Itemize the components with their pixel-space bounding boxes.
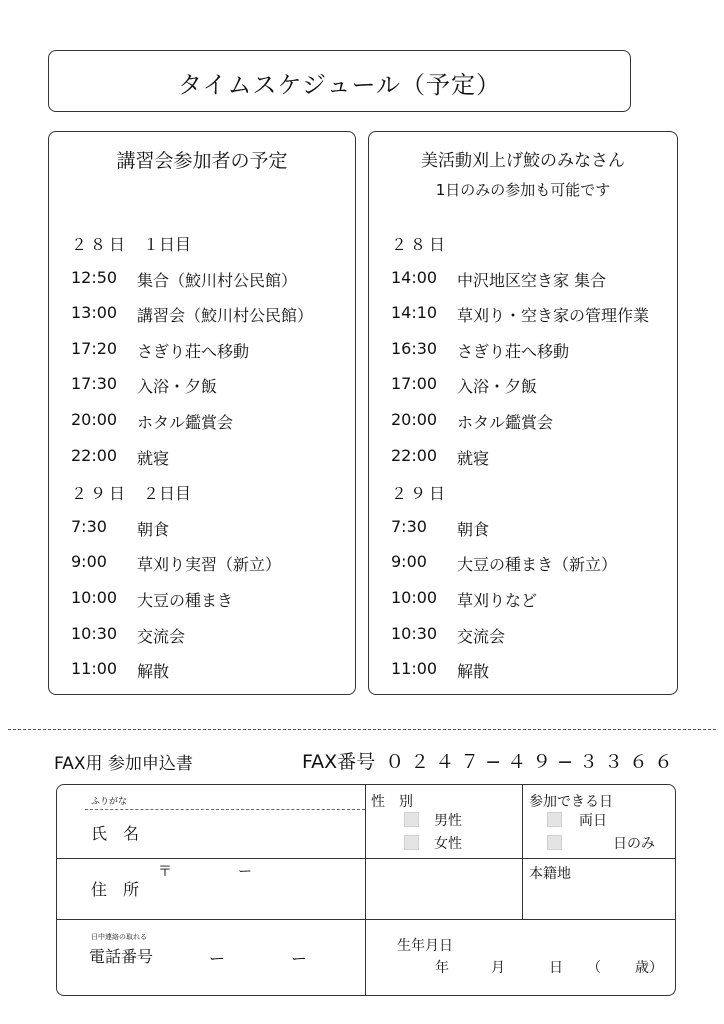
schedule-time: 9:00 (71, 552, 107, 572)
schedule-event: ホタル鑑賞会 (137, 413, 234, 432)
schedule-time: 17:20 (71, 338, 118, 358)
birthdate-field[interactable] (397, 955, 667, 979)
schedule-time: 20:00 (71, 410, 118, 429)
schedule-event: 中沢地区空き家 集合 (457, 270, 607, 290)
schedule-event: ホタル鑑賞会 (457, 413, 554, 432)
male-checkbox[interactable] (404, 812, 419, 827)
divider (57, 919, 675, 920)
postal-mark: 〒 (158, 864, 172, 880)
application-form (56, 784, 676, 996)
phone-field[interactable] (177, 941, 357, 971)
schedule-event: 大豆の種まき (137, 591, 234, 610)
form-heading: FAX用 参加申込書 (54, 754, 193, 774)
schedule-event: 朝食 (137, 519, 170, 539)
schedule-event: ２日目 (143, 484, 192, 504)
schedule-event: 交流会 (137, 626, 186, 646)
schedule-event: 草刈り実習（新立） (137, 555, 282, 575)
phone-label: 電話番号 (89, 947, 154, 966)
divider (522, 785, 523, 919)
one-day-label: 日のみ (613, 836, 655, 852)
schedule-event: 講習会（鮫川村公民館） (137, 306, 314, 326)
title-box (48, 50, 631, 112)
schedule-event: 解散 (457, 662, 490, 682)
page-title: タイムスケジュール（予定） (177, 71, 502, 99)
schedule-time: 16:30 (391, 338, 438, 358)
schedule-time: 7:30 (391, 516, 427, 536)
cut-line (8, 729, 716, 730)
divider (365, 919, 366, 995)
schedule-time: 20:00 (391, 410, 438, 429)
schedule-event: 就寝 (137, 448, 170, 468)
schedule-event: 入浴・夕飯 (137, 377, 218, 397)
schedule-event: さぎり荘へ移動 (457, 341, 570, 361)
address-label: 住 所 (91, 880, 140, 899)
group-schedule-heading: 美活動刈上げ鮫のみなさん (421, 151, 625, 171)
schedule-time: 12:50 (71, 267, 118, 287)
attendance-label: 参加できる日 (529, 794, 613, 810)
gender-label: 性 別 (371, 794, 413, 810)
postal-dash: ー (238, 864, 252, 880)
divider (57, 858, 675, 859)
schedule-event: １日目 (143, 235, 192, 254)
one-day-checkbox[interactable] (547, 835, 562, 850)
schedule-time: 10:30 (71, 623, 118, 643)
schedule-event: 草刈り・空き家の管理作業 (457, 306, 650, 326)
month-label: 月 (491, 960, 505, 976)
name-field[interactable] (167, 813, 357, 849)
age-open-paren: （ (587, 960, 601, 976)
both-days-label: 両日 (579, 813, 607, 829)
schedule-time: 10:30 (391, 623, 438, 643)
schedule-time: 13:00 (71, 303, 118, 323)
divider (85, 809, 365, 810)
schedule-event: 入浴・夕飯 (457, 377, 538, 397)
schedule-time: 10:00 (391, 588, 438, 607)
year-label: 年 (435, 960, 449, 976)
schedule-event: さぎり荘へ移動 (137, 341, 250, 361)
phone-dash: ー (209, 949, 226, 968)
honseki-label: 本籍地 (529, 866, 571, 882)
schedule-time: 7:30 (71, 516, 107, 536)
group-schedule-subheading: 1日のみの参加も可能です (435, 181, 611, 199)
schedule-time: ２９日 (391, 484, 449, 504)
schedule-event: 就寝 (457, 448, 490, 468)
participant-schedule-heading: 講習会参加者の予定 (116, 150, 288, 172)
schedule-event: 草刈りなど (457, 591, 538, 610)
both-days-checkbox[interactable] (547, 812, 562, 827)
schedule-event: 大豆の種まき（新立） (457, 555, 618, 575)
schedule-time: 10:00 (71, 588, 118, 607)
schedule-time: ２８日 (391, 235, 449, 254)
schedule-time: 11:00 (391, 659, 438, 679)
schedule-time: ２９日 (71, 484, 129, 504)
schedule-time: 14:00 (391, 267, 438, 287)
daytime-contact-label: 日中連絡の取れる (91, 933, 147, 941)
furigana-label: ふりがな (91, 797, 128, 807)
name-label: 氏 名 (91, 824, 140, 843)
schedule-time: 22:00 (71, 445, 118, 465)
schedule-time: ２８日 (71, 235, 129, 254)
schedule-time: 11:00 (71, 659, 118, 679)
fax-info (302, 747, 679, 774)
schedule-event: 朝食 (457, 519, 490, 539)
schedule-time: 14:10 (391, 303, 438, 323)
schedule-time: 17:00 (391, 374, 438, 394)
phone-dash: ー (291, 949, 308, 968)
schedule-time: 17:30 (71, 374, 118, 394)
schedule-event: 解散 (137, 662, 170, 682)
female-label: 女性 (434, 836, 462, 852)
birthdate-label: 生年月日 (397, 938, 453, 954)
fax-label: FAX番号 (302, 751, 376, 773)
participant-schedule-panel (48, 131, 356, 695)
schedule-time: 9:00 (391, 552, 427, 572)
female-checkbox[interactable] (404, 835, 419, 850)
schedule-event: 集合（鮫川村公民館） (137, 270, 298, 290)
male-label: 男性 (434, 813, 462, 829)
honseki-field[interactable] (529, 883, 669, 915)
fax-number: ０２４７−４９−３３６６ (385, 751, 680, 773)
age-label: 歳） (635, 960, 663, 976)
group-schedule-panel (368, 131, 678, 695)
schedule-event: 交流会 (457, 626, 506, 646)
schedule-time: 22:00 (391, 445, 438, 465)
day-label: 日 (549, 960, 563, 976)
address-field[interactable] (167, 875, 517, 913)
